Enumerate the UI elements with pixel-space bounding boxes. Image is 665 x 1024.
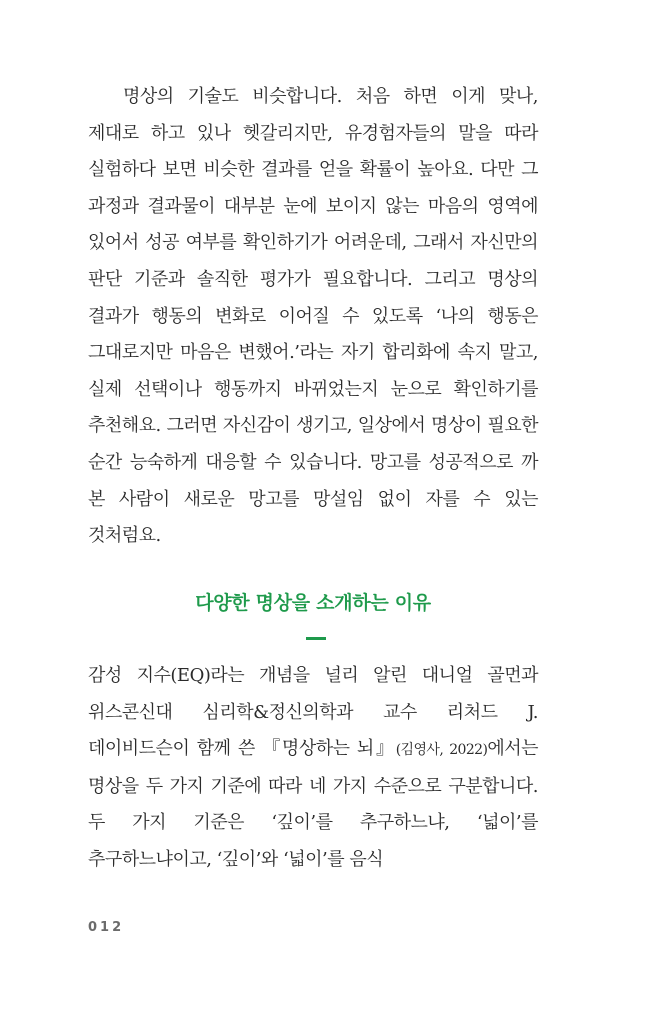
body-paragraph-meditation-skill: 명상의 기술도 비슷합니다. 처음 하면 이게 맞나, 제대로 하고 있나 헷갈리지만, 유경험자들의 말을 따라 실험하다 보면 비슷한 결과를 얻을 확률이 높아요. 다만 그 과정과 결과물이 대부분 눈에 보이지 않는 마음의 영역에 있어서 성공 여부를 확인하기가 어려운데, 그래서 자신만의 판단 기준과 솔직한 평가가 필요합니다. 그리고 명상의 결과가 행동의 변화로 이어질 수 있도록 ‘나의 행동은 그대로지만 마음은 변했어.’라는 자기 합리화에 속지 말고, 실제 선택이나 행동까지 바뀌었는지 눈으로 확인하기를 추천해요. 그러면 자신감이 생기고, 일상에서 명상이 필요한 순간 능숙하게 대응할 수 있습니다. 망고를 성공적으로 까 본 사람이 새로운 망고를 망설임 없이 자를 수 있는 것처럼요.: [88, 86, 538, 547]
page-number: 012: [88, 920, 125, 935]
heading-underline: [306, 637, 326, 640]
body-paragraph-meditation-types: [88, 658, 538, 879]
paragraph-text-end: 에서는 명상을 두 가지 기준에 따라 네 가지 수준으로 구분합니다. 두 가지 기준은 ‘깊이’를 추구하느냐, ‘넓이’를 추구하느냐이고, ‘깊이’와 ‘넓이’를 음식: [88, 738, 538, 870]
section-heading: 다양한 명상을 소개하는 이유: [195, 592, 431, 614]
paragraph-text-start: 감성 지수(EQ)라는 개념을 널리 알린 대니얼 골먼과 위스콘신대 심리학&정신의학과 교수 리처드 J. 데이비드슨이 함께 쓴 『명상하는 뇌』: [88, 665, 538, 760]
publisher-note: (김영사, 2022): [395, 742, 488, 759]
